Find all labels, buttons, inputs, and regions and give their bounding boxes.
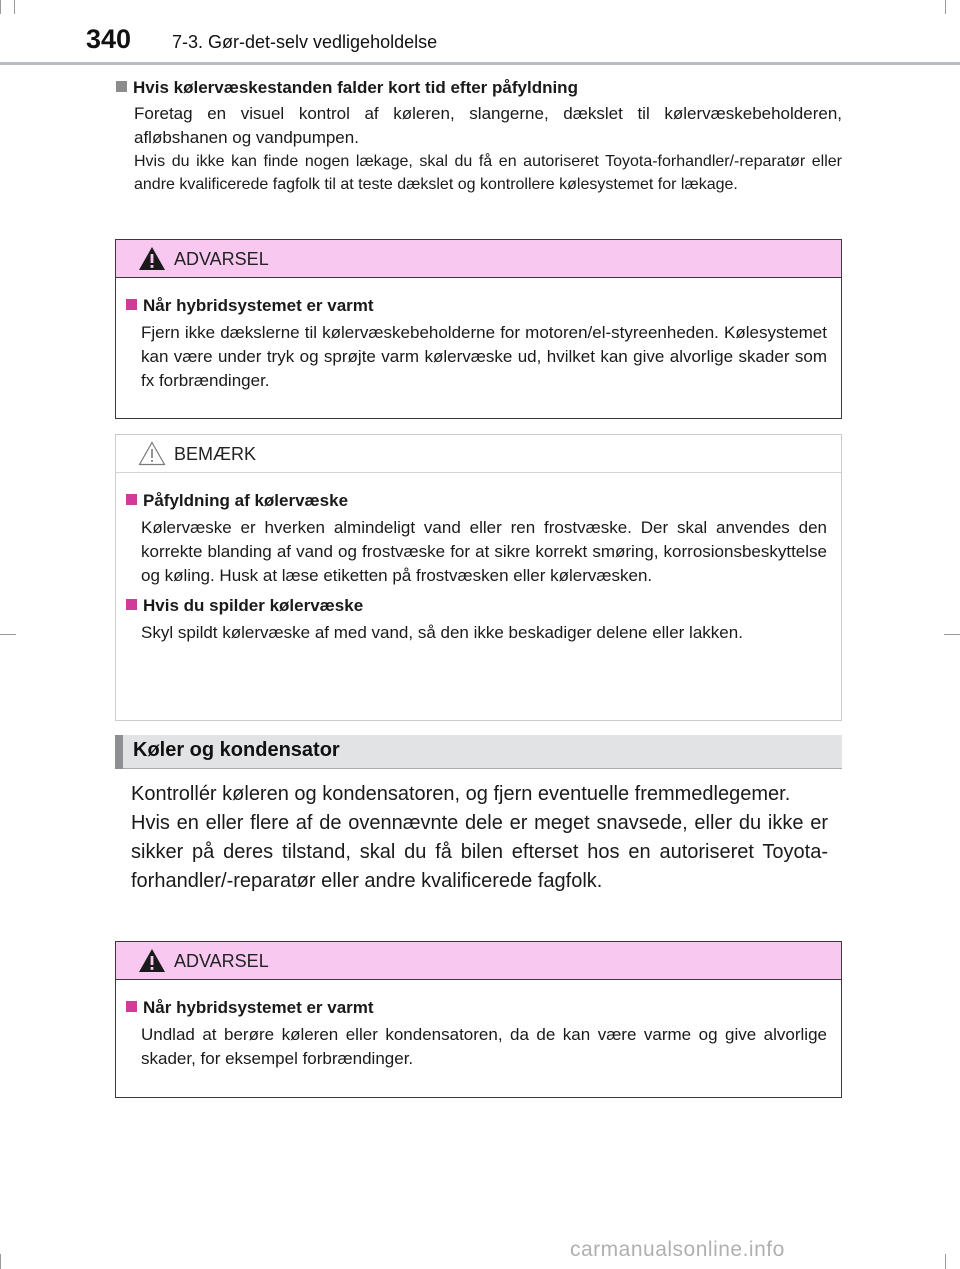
section-heading-text: Hvis kølervæskestanden falder kort tid efter påfyldning <box>133 78 578 97</box>
warning-label: ADVARSEL <box>174 951 269 971</box>
section-title: Køler og kondensator <box>133 739 340 761</box>
warning-triangle-icon <box>138 948 166 973</box>
square-bullet-icon <box>126 494 137 505</box>
warning-item-text: Undlad at berøre køleren eller kondensatoren, da de kan være varme og give alvorlige skader, for eksempel forbrændinger. <box>141 1025 827 1068</box>
warning-item-title: Når hybridsystemet er varmt <box>143 296 374 315</box>
coolant-level-section <box>116 78 842 196</box>
warning-triangle-icon <box>138 246 166 271</box>
warning-header <box>116 240 841 278</box>
crop-mark <box>945 1254 946 1269</box>
notice-item-title: Påfyldning af kølervæske <box>143 491 349 510</box>
square-bullet-icon <box>126 599 137 610</box>
header-rule <box>0 62 960 65</box>
page-header <box>0 0 960 64</box>
crop-mark <box>0 634 16 635</box>
notice-item <box>126 596 827 645</box>
warning-item-text: Fjern ikke dækslerne til kølervæskebeholderne for motoren/el-styreenheden. Kølesystemet kan være under tryk og sprøjte varm kølervæske ud, hvilket kan give alvorlige skader som fx forbrændinger. <box>141 323 827 390</box>
notice-item-text: Skyl spildt kølervæske af med vand, så den ikke beskadiger delene eller lakken. <box>141 623 743 642</box>
warning-item <box>126 998 827 1071</box>
section-paragraph: Hvis en eller flere af de ovennævnte dele er meget snavsede, eller du ikke er sikker på deres tilstand, skal du få bilen efterset hos en autoriseret Toyota-forhandler/-reparatør eller andre kvalificerede fagfolk. <box>131 812 828 892</box>
warning-label: ADVARSEL <box>174 249 269 269</box>
section-paragraph: Foretag en visuel kontrol af køleren, slangerne, dækslet til kølervæskebeholderen, afløbshanen og vandpumpen. <box>134 104 842 147</box>
square-bullet-icon <box>126 299 137 310</box>
notice-triangle-icon <box>138 441 166 466</box>
warning-header <box>116 942 841 980</box>
warning-item-title: Når hybridsystemet er varmt <box>143 998 374 1017</box>
section-band-bar <box>115 735 123 769</box>
square-bullet-icon <box>126 1001 137 1012</box>
warning-box <box>115 941 842 1098</box>
notice-item <box>126 491 827 588</box>
section-paragraph: Hvis du ikke kan finde nogen lækage, skal du få en autoriseret Toyota-forhandler/-reparatør eller andre kvalificerede fagfolk til at teste dækslet og kontrollere kølesystemet for lækage. <box>134 153 842 193</box>
radiator-section-text <box>131 780 828 896</box>
section-heading <box>116 78 842 98</box>
page-number: 340 <box>86 24 132 54</box>
notice-header <box>116 435 841 473</box>
notice-label: BEMÆRK <box>174 444 257 464</box>
notice-item-title: Hvis du spilder kølervæske <box>143 596 364 615</box>
crop-mark <box>0 1254 1 1269</box>
warning-item <box>126 296 827 393</box>
crop-mark <box>944 634 960 635</box>
chapter-title: 7-3. Gør-det-selv vedligeholdelse <box>172 32 438 52</box>
notice-box <box>115 434 842 721</box>
square-bullet-icon <box>116 81 127 92</box>
section-paragraph: Kontrollér køleren og kondensatoren, og fjern eventuelle fremmedlegemer. <box>131 783 791 805</box>
watermark: carmanualsonline.info <box>570 1238 785 1261</box>
warning-box <box>115 239 842 419</box>
section-title-band <box>115 735 842 769</box>
notice-item-text: Kølervæske er hverken almindeligt vand eller ren frostvæske. Der skal anvendes den korrekte blanding af vand og frostvæske for at sikre korrekt smøring, korrosionsbeskyttelse og køling. Husk at læse etiketten på frostvæsken eller kølervæsken. <box>141 518 827 585</box>
